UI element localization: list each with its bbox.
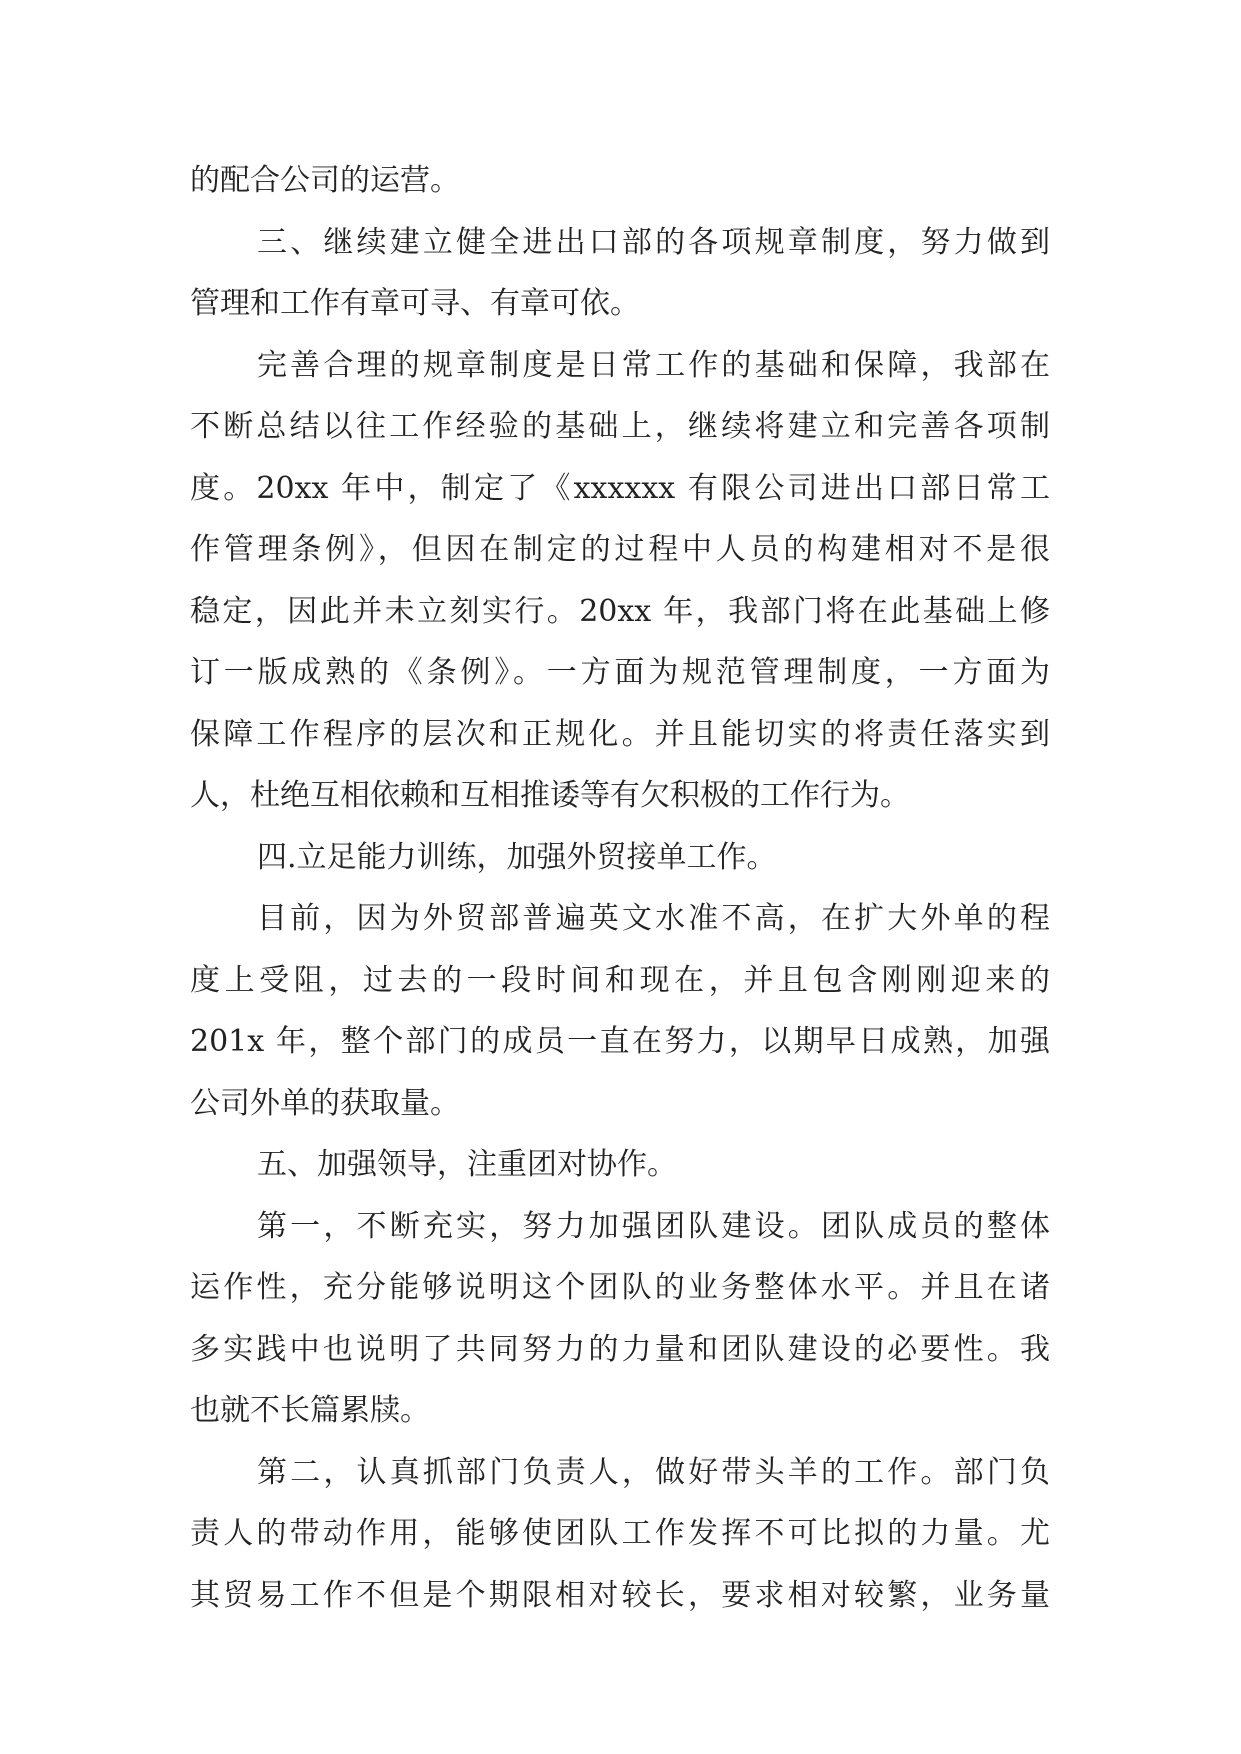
text-line: 第二，认真抓部门负责人，做好带头羊的工作。部门负 [257,1454,1050,1490]
text-line: 保障工作程序的层次和正规化。并且能切实的将责任落实到 [190,716,1050,752]
text-line: 也就不长篇累牍。 [190,1393,430,1428]
text-line: 订一版成熟的《条例》。一方面为规范管理制度，一方面为 [190,655,1050,690]
text-line: 的配合公司的运营。 [190,163,460,198]
text-line: 不断总结以往工作经验的基础上，继续将建立和完善各项制 [190,409,1050,444]
text-line: 其贸易工作不但是个期限相对较长，要求相对较繁，业务量 [190,1577,1050,1613]
text-line: 多实践中也说明了共同努力的力量和团队建设的必要性。我 [190,1331,1050,1367]
text-line: 人，杜绝互相依赖和互相推诿等有欠积极的工作行为。 [190,778,910,813]
text-line: 完善合理的规章制度是日常工作的基础和保障，我部在 [257,347,1050,383]
document-body [190,150,1050,1626]
text-line: 五、加强领导，注重团对协作。 [257,1147,677,1182]
text-line: 稳定，因此并未立刻实行。20xx 年，我部门将在此基础上修 [190,593,1050,629]
text-line: 第一，不断充实，努力加强团队建设。团队成员的整体 [257,1208,1050,1244]
text-line: 管理和工作有章可寻、有章可依。 [190,286,640,321]
text-line: 度上受阻，过去的一段时间和现在，并且包含刚刚迎来的 [190,962,1050,998]
text-line: 目前，因为外贸部普遍英文水准不高，在扩大外单的程 [257,901,1050,936]
text-line: 四.立足能力训练，加强外贸接单工作。 [257,839,777,875]
text-line: 公司外单的获取量。 [190,1085,460,1121]
text-line: 201x 年，整个部门的成员一直在努力，以期早日成熟，加强 [190,1024,1050,1059]
text-line: 度。20xx 年中，制定了《xxxxxx 有限公司进出口部日常工 [190,470,1050,506]
text-line: 责人的带动作用，能够使团队工作发挥不可比拟的力量。尤 [190,1516,1050,1551]
text-line: 作管理条例》，但因在制定的过程中人员的构建相对不是很 [190,532,1050,567]
text-line: 三、继续建立健全进出口部的各项规章制度，努力做到 [257,224,1050,260]
text-line: 运作性，充分能够说明这个团队的业务整体水平。并且在诸 [190,1270,1050,1305]
